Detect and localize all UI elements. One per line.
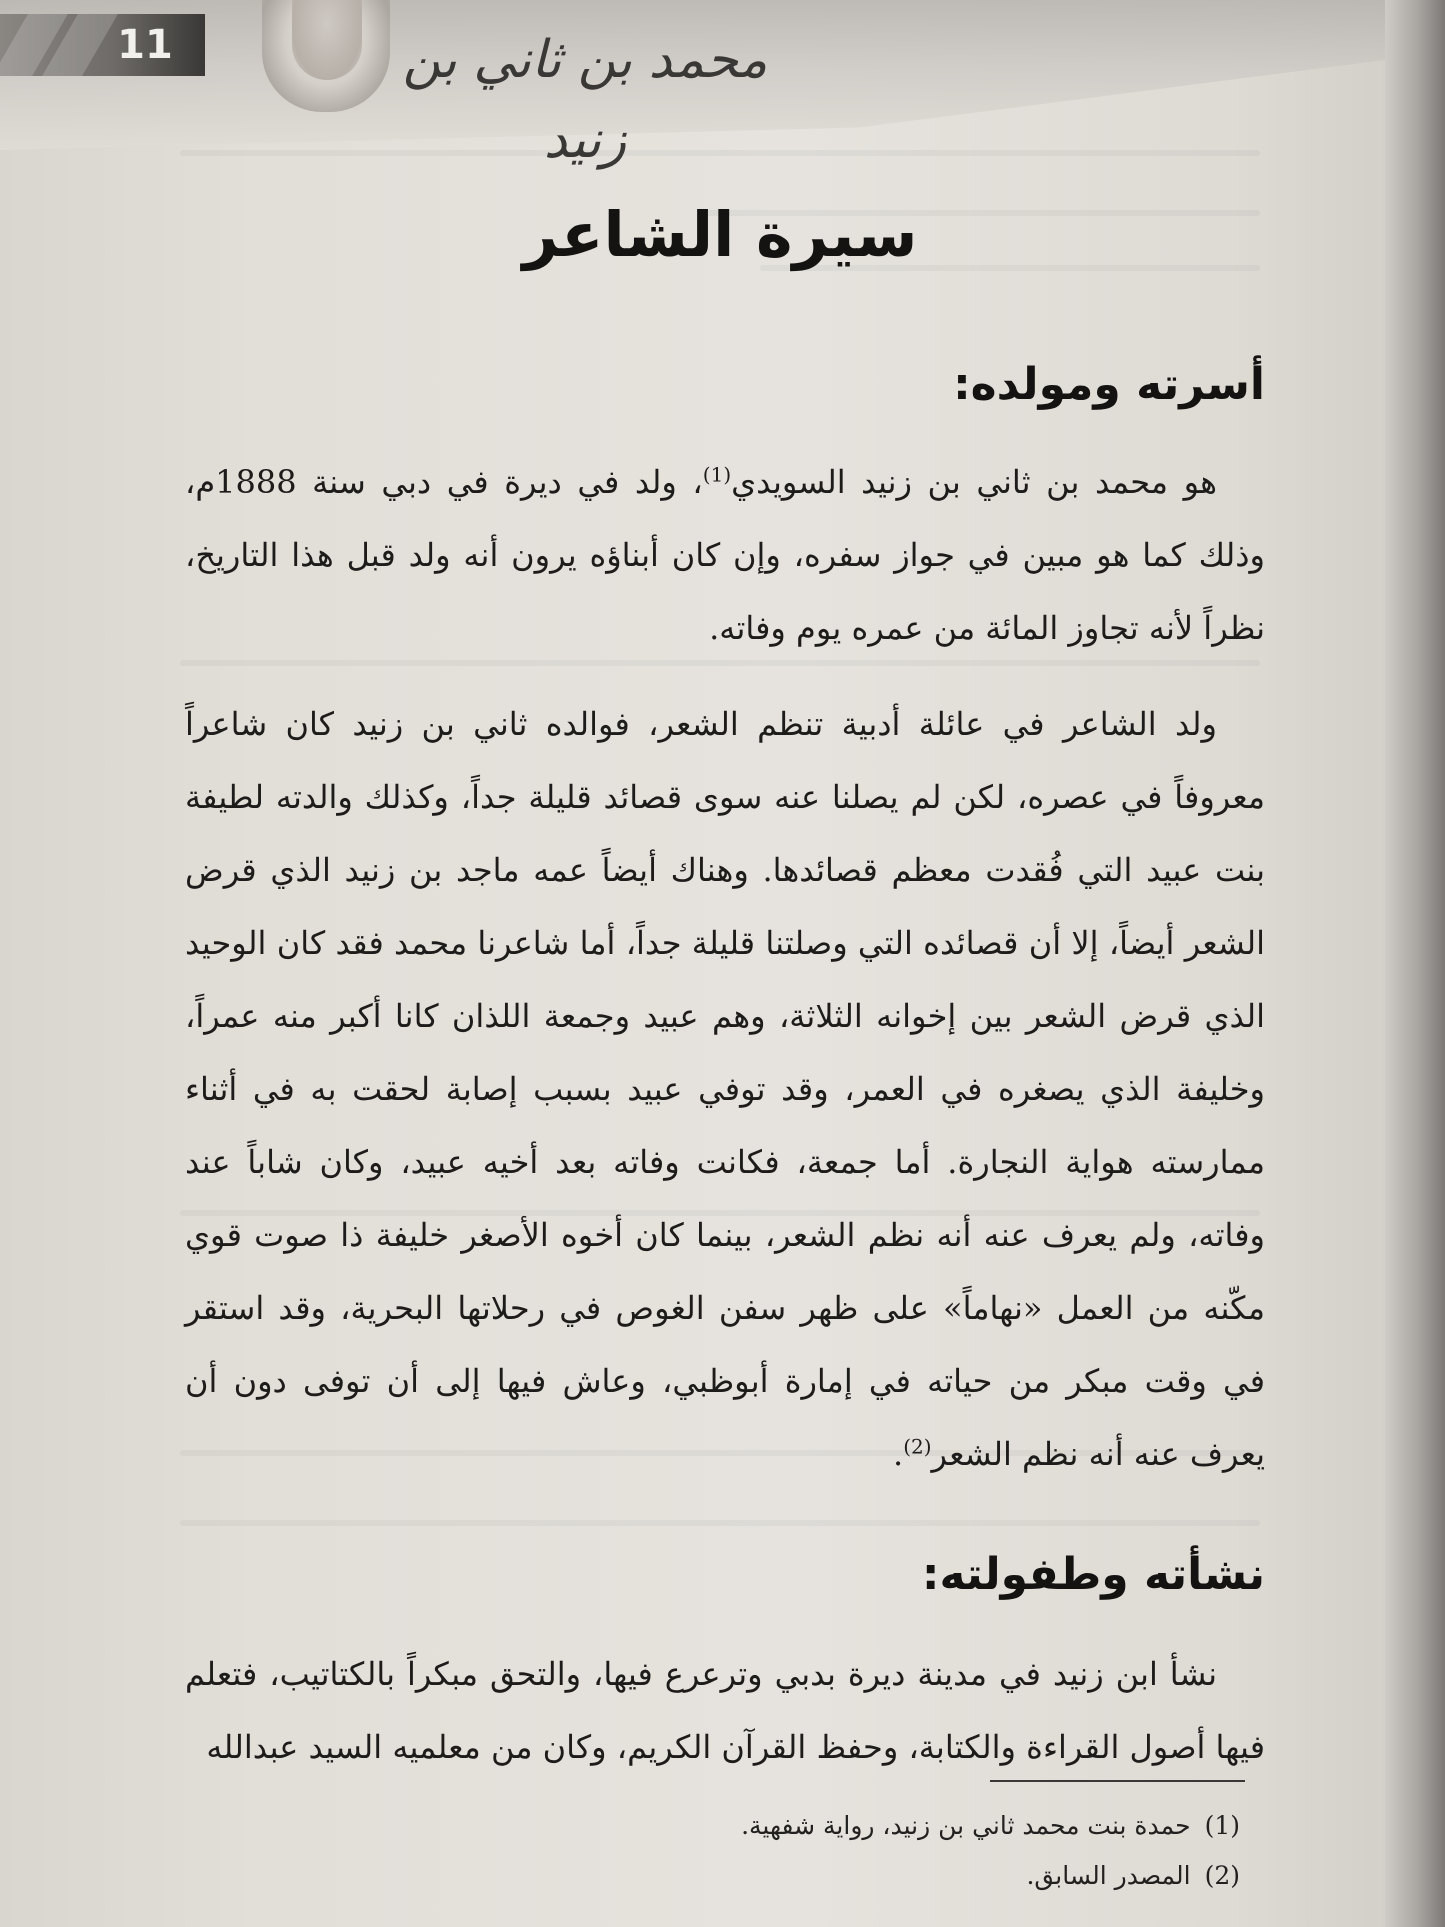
paragraph-text: ، ولد في ديرة في دبي سنة 1888م، وذلك كما هو مبين في جواز سفره، وإن كان أبناؤه يرون أنه ولد قبل هذا التاريخ، نظراً لأنه تجاوز المائة من عمره يوم وفاته. (185, 463, 1266, 647)
footnote-number: (1) (1204, 1811, 1240, 1840)
footnote-text: المصدر السابق. (1026, 1861, 1191, 1890)
paragraph-text: ولد الشاعر في عائلة أدبية تنظم الشعر، فوالده ثاني بن زنيد كان شاعراً معروفاً في عصره، لكن لم يصلنا عنه سوى قصائد قليلة جداً، وكذلك والدته لطيفة بنت عبيد التي فُقدت معظم قصائدها. وهناك أيضاً عمه ماجد بن زنيد الذي قرض الشعر أيضاً، إلا أن قصائده التي وصلتنا قليلة جداً، أما شاعرنا محمد فقد كان الوحيد الذي قرض الشعر بين إخوانه الثلاثة، وهم عبيد وجمعة اللذان كانا أكبر منه عمراً، وخليفة الذي يصغره في العمر، وقد توفي عبيد بسبب إصابة لحقت به في أثناء ممارسته هواية النجارة. أما جمعة، فكانت وفاته بعد أخيه عبيد، وكان شاباً عند وفاته، ولم يعرف عنه أنه نظم الشعر، بينما كان أخوه الأصغر خليفة ذا صوت قوي مكّنه من العمل «نهاماً» على ظهر سفن الغوص في رحلاتها البحرية، وقد استقر في وقت مبكر من حياته في إمارة أبوظبي، وعاش فيها إلى أن توفى دون أن يعرف عنه أنه نظم الشعر (185, 705, 1266, 1473)
footnote-ref-1: (1) (702, 462, 732, 487)
paragraph-text: نشأ ابن زنيد في مدينة ديرة بدبي وترعرع فيها، والتحق مبكراً بالكتاتيب، فتعلم فيها أصول القراءة والكتابة، وحفظ القرآن الكريم، وكان من معلميه السيد عبدالله (185, 1655, 1265, 1766)
footnote-separator (990, 1780, 1245, 1782)
footnote-2 (540, 1856, 1240, 1896)
paragraph-childhood (185, 1638, 1265, 1784)
section-heading-family: أسرته ومولده: (953, 359, 1265, 410)
running-title: محمد بن ثاني بن زنيد (402, 30, 768, 170)
page-number: 11 (117, 22, 173, 68)
section-heading-childhood: نشأته وطفولته: (921, 1549, 1265, 1600)
footnote-text: حمدة بنت محمد ثاني بن زنيد، رواية شفهية. (741, 1811, 1191, 1840)
paragraph-family (185, 688, 1265, 1491)
paragraph-text: هو محمد بن ثاني بن زنيد السويدي (731, 463, 1218, 501)
paragraph-text: . (893, 1435, 904, 1473)
footnote-1 (540, 1806, 1240, 1846)
footnote-number: (2) (1204, 1861, 1240, 1890)
chapter-title: سيرة الشاعر (522, 198, 918, 271)
footnote-ref-2: (2) (903, 1434, 932, 1459)
paragraph-birth (185, 446, 1265, 665)
